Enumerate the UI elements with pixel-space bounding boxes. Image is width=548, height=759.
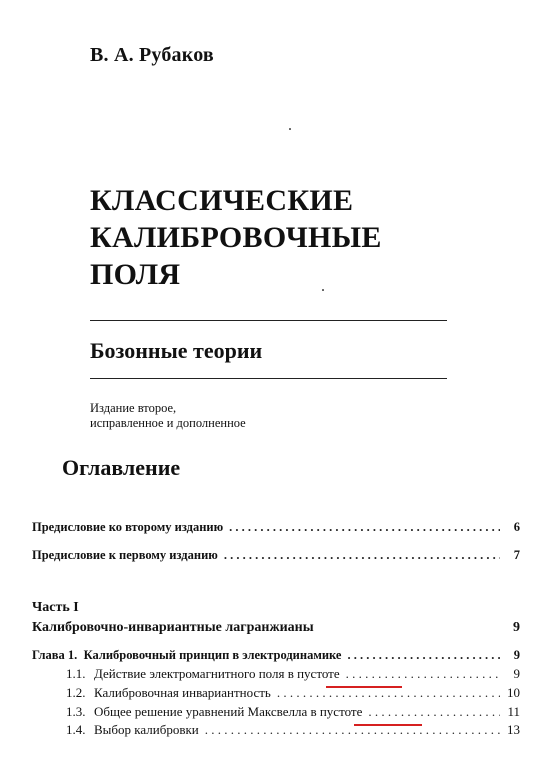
toc-entry-section-1-4[interactable]	[66, 722, 520, 738]
toc-entry-page: 9	[513, 666, 520, 681]
title-line-2: КАЛИБРОВОЧНЫЕ	[90, 221, 382, 254]
toc-entry-preface-1[interactable]	[32, 548, 520, 563]
toc-leader-dots	[224, 548, 500, 563]
scan-speck	[289, 128, 291, 130]
toc-leader-dots	[347, 648, 500, 663]
book-subtitle: Бозонные теории	[90, 338, 263, 363]
section-number: 1.1.	[66, 666, 86, 681]
chapter-title: Калибровочный принцип в электродинамике	[83, 648, 342, 662]
toc-entry-label: Предисловие ко второму изданию	[32, 520, 224, 534]
edition-note	[90, 401, 246, 431]
section-title: Выбор калибровки	[94, 722, 199, 737]
title-rule-bottom	[90, 378, 447, 379]
annotation-underline-2	[354, 724, 422, 726]
toc-entry-part-1[interactable]	[32, 620, 520, 636]
toc-entry-page: 13	[507, 722, 520, 737]
toc-entry-section-1-2[interactable]	[66, 685, 520, 701]
toc-leader-dots	[368, 704, 500, 720]
toc-leader-dots	[229, 520, 500, 535]
chapter-prefix: Глава 1.	[32, 648, 78, 662]
toc-entry-page: 7	[513, 548, 520, 562]
toc-entry-page: 11	[507, 704, 520, 719]
toc-entry-preface-2[interactable]	[32, 520, 520, 535]
edition-line-2: исправленное и дополненное	[90, 416, 246, 430]
toc-entry-page: 9	[513, 648, 520, 662]
toc-entry-section-1-1[interactable]	[66, 666, 520, 682]
section-title: Действие электромагнитного поля в пустоте	[94, 666, 340, 681]
title-line-1: КЛАССИЧЕСКИЕ	[90, 184, 354, 217]
toc-heading: Оглавление	[62, 455, 181, 480]
section-title: Общее решение уравнений Максвелла в пустоте	[94, 704, 363, 719]
toc-entry-page: 10	[507, 685, 520, 700]
section-number: 1.4.	[66, 722, 86, 737]
author: В. А. Рубаков	[90, 44, 214, 66]
annotation-underline-1	[326, 686, 402, 688]
toc-entry-page: 9	[513, 620, 520, 635]
toc-entry-label: Предисловие к первому изданию	[32, 548, 218, 562]
toc-leader-dots	[205, 722, 500, 738]
part-title: Калибровочно-инвариантные лагранжианы	[32, 620, 314, 635]
section-number: 1.3.	[66, 704, 86, 719]
part-label: Часть I	[32, 600, 79, 615]
toc-entry-section-1-3[interactable]	[66, 704, 520, 720]
toc-entry-page: 6	[513, 520, 520, 534]
scan-speck	[322, 289, 324, 291]
edition-line-1: Издание второе,	[90, 401, 177, 415]
toc-entry-chapter-1[interactable]	[32, 648, 520, 663]
section-title: Калибровочная инвариантность	[94, 685, 271, 700]
title-line-3: ПОЛЯ	[90, 258, 181, 291]
section-number: 1.2.	[66, 685, 86, 700]
book-title	[90, 182, 382, 293]
toc-leader-dots	[346, 666, 500, 682]
title-rule-top	[90, 320, 447, 321]
